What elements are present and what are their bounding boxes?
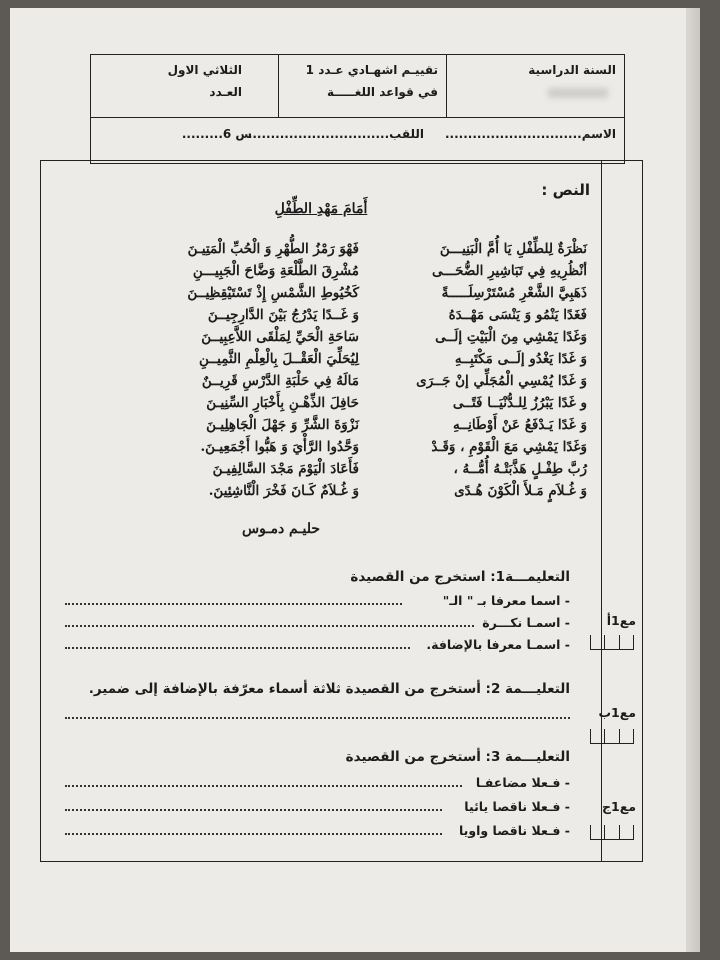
text-heading: النص : bbox=[541, 181, 590, 199]
verse-7-second: مَالَهُ فِي حَلْبَةِ الدَّرْسِ قَرِيــنٌ bbox=[201, 373, 359, 389]
verse-6-first: وَ غَدًا يَغْدُو إلَــى مَكْتَبِــهِ bbox=[454, 351, 587, 367]
verse-12-first: وَ غُـلاَمٍ مَـلأَ الْكَوْنَ هُـدًى bbox=[454, 483, 587, 499]
paper-edge bbox=[686, 8, 700, 952]
answer-line[interactable] bbox=[65, 775, 462, 787]
name-field[interactable]: الاسم.............................. bbox=[444, 127, 616, 141]
content-frame bbox=[40, 160, 643, 862]
task2-score-boxes[interactable] bbox=[590, 729, 634, 744]
verse-8-first: و غَدًا يَبْرُزُ لِلـدُّنْيَــا فَتًــى bbox=[452, 395, 587, 411]
verse-5-second: سَاحَةِ الْحَيِّ لِمَلْقَى اللاَّعِبِيــنَ bbox=[201, 329, 359, 345]
author-signature: حليـم دمـوس bbox=[242, 521, 320, 537]
verse-9-first: وَ غَدًا يَـدْفَعُ عَنْ أَوْطَانِــهِ bbox=[452, 417, 587, 433]
poem-title-text: أَمَامَ مَهْدِ الطِّفْلِ bbox=[274, 201, 368, 217]
exam-sheet bbox=[10, 8, 700, 952]
verse-11-second: فَأَعَادَ الْيَوْمَ مَجْدَ السَّالِفِيـنَ bbox=[212, 461, 359, 477]
verse-4-second: وَ غَــدًا يَدْرُجُ بَيْنَ الدَّارِجِيــنَ bbox=[207, 307, 359, 323]
task1-title: التعليمـــة1: استخرج من القصيدة bbox=[350, 569, 570, 585]
task1-item-3: - اسمـا معرفا بالإضافة. bbox=[426, 637, 570, 652]
verse-1-first: نَظْرَةٌ لِلطِّفْلِ يَا أُمَّ الْبَنِيـــنَ bbox=[439, 241, 587, 257]
task3-item-3: - فـعلا ناقصا واويا bbox=[458, 823, 570, 838]
verse-1-second: فَهْوَ رَمْزُ الطُّهْرِ وَ الْحُبِّ الْمَتِيـنَ bbox=[187, 241, 359, 257]
score-label: العـدد bbox=[209, 85, 242, 99]
verse-2-second: مُشْرِقَ الطَّلْعَةِ وَضَّاحَ الْجَبِيـــنِ bbox=[192, 263, 359, 279]
year-label: السنة الدراسية bbox=[528, 63, 616, 77]
verse-4-first: فَغَدًا يَنْمُو وَ يَنْسَى مَهْــدَهُ bbox=[448, 307, 587, 323]
verse-10-second: وَحَّدُوا الرَّأْيَ وَ هَبُّوا أَجْمَعِيـنَ. bbox=[200, 439, 359, 455]
verse-9-second: نَزْوَةَ الشَّرِّ وَ جَهْلَ الْجَاهِلِيـنَ bbox=[206, 417, 359, 433]
verse-3-second: كَخُيُوطِ الشَّمْسِ إِذْ تَسْتَيْقِظِيــنَ bbox=[187, 285, 359, 301]
term-label: الثلاثي الاول bbox=[167, 63, 242, 77]
verse-6-second: لِيُحَلِّيَ الْعَقْــلَ بِالْعِلْمِ الثَّمِيــنِ bbox=[198, 351, 359, 367]
answer-line[interactable] bbox=[65, 823, 442, 835]
task3-title: التعليـــمة 3: أستخرج من القصيدة bbox=[345, 749, 570, 765]
answer-line[interactable] bbox=[65, 707, 570, 719]
task3-item-1: - فـعلا مضاعفـا bbox=[475, 775, 570, 790]
answer-line[interactable] bbox=[65, 615, 474, 627]
verse-5-first: وَغَدًا يَمْشِي مِنَ الْبَيْتِ إلَــى bbox=[435, 329, 587, 345]
assessment-line2: في قواعد اللغـــــة bbox=[326, 85, 438, 99]
task1-score-boxes[interactable] bbox=[590, 635, 634, 650]
class-field[interactable]: س 6......... bbox=[181, 127, 252, 141]
year-cell bbox=[446, 55, 624, 117]
year-value-blurred bbox=[548, 85, 616, 99]
term-cell bbox=[89, 55, 278, 117]
surname-field[interactable]: اللقب............................... bbox=[247, 127, 424, 141]
assessment-cell bbox=[278, 55, 446, 117]
verse-3-first: ذَهَبِيَّ الشَّعْرِ مُسْتَرْسِلَـــــةً bbox=[441, 285, 587, 301]
verse-10-first: وَغَدًا يَمْشِي مَعَ الْقَوْمِ ، وَقَـدْ bbox=[431, 439, 587, 455]
task2-title: التعليـــمة 2: أستخرج من القصيدة ثلاثة أسماء معرّفة بالإضافة إلى ضمير. bbox=[88, 681, 570, 697]
header-row-top bbox=[91, 55, 624, 118]
verse-11-first: رُبَّ طِفْـلٍ هَذَّبَتْـهُ أُمُّــهُ ، bbox=[453, 461, 587, 477]
task2-criterion: مع1ب bbox=[598, 705, 636, 720]
answer-line[interactable] bbox=[65, 637, 410, 649]
header-row-name bbox=[91, 117, 624, 165]
answer-line[interactable] bbox=[65, 593, 402, 605]
verse-7-first: وَ غَدًا يُمْسِي الْمُجَلِّي إنْ جَــرَى bbox=[416, 373, 587, 389]
task3-criterion: مع1ج bbox=[602, 799, 636, 814]
task3-score-boxes[interactable] bbox=[590, 825, 634, 840]
header-table bbox=[90, 54, 625, 164]
assessment-line1: تقييـم اشهـادي عـدد 1 bbox=[305, 63, 438, 77]
task1-item-2: - اسمـا نكـــرة bbox=[482, 615, 570, 630]
verse-2-first: أنْظُرِيهِ فِي تَبَاشِيرِ الضُّحَـــى bbox=[431, 263, 587, 279]
verse-8-second: حَافِلَ الذِّهْـنِ بِأَخْبَارِ السِّنِيـنَ bbox=[206, 395, 359, 411]
task1-criterion: مع1أ bbox=[606, 613, 636, 628]
task1-item-1: - اسما معرفا بـ " الـ" bbox=[442, 593, 570, 608]
task3-item-2: - فـعلا ناقصا يائيا bbox=[464, 799, 570, 814]
margin-line bbox=[601, 161, 602, 861]
poem-title bbox=[41, 201, 601, 217]
verse-12-second: وَ غُـلاَمٌ كَـانَ فَخْرَ الْنَّاشِئِينَ. bbox=[208, 483, 359, 499]
answer-line[interactable] bbox=[65, 799, 442, 811]
